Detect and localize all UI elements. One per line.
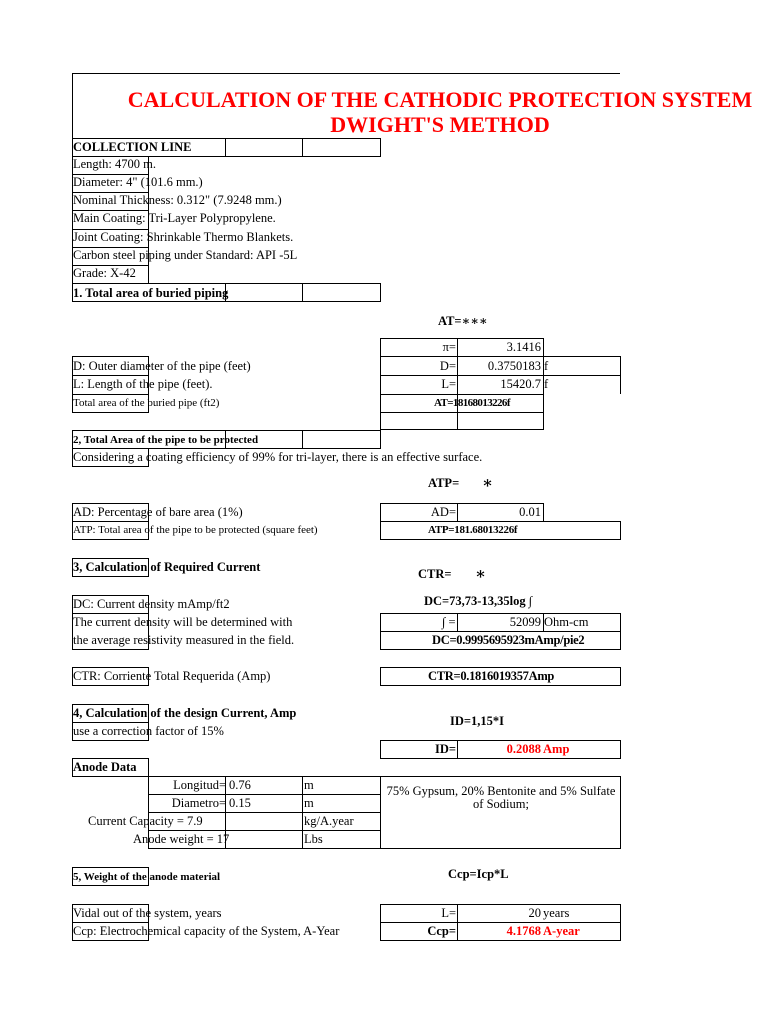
s3-formula-star: ∗ (475, 566, 487, 583)
dc-formula: DC=73,73-13,35log ∫ (424, 594, 533, 608)
backfill-line-2: of Sodium; (473, 797, 529, 811)
l-unit: f (544, 377, 549, 391)
atp-description: ATP: Total area of the pipe to be protected (square feet) (73, 524, 318, 536)
d-label: D= (439, 359, 456, 373)
carbon-steel-standard: Carbon steel piping under Standard: API -5L (73, 248, 298, 262)
dc-description: DC: Current density mAmp/ft2 (73, 597, 230, 611)
pipe-thickness: Nominal Thickness: 0.312" (7.9248 mm.) (73, 193, 282, 207)
density-note-1: The current density will be determined with (73, 615, 293, 629)
ctr-description: CTR: Corriente Total Requerida (Amp) (73, 669, 271, 683)
s1-desc-rule (72, 375, 149, 376)
ad-value: 0.01 (519, 505, 541, 519)
years-value: 20 (528, 906, 541, 920)
s1-header-cell-3 (302, 283, 381, 302)
capacity-unit: kg/A.year (304, 814, 354, 828)
s1-table-rule (380, 394, 544, 395)
page-subtitle: DWIGHT'S METHOD (330, 112, 550, 137)
s1-d-description: D: Outer diameter of the pipe (feet) (73, 359, 251, 373)
s1-formula: AT=∗∗∗ (438, 314, 488, 328)
s1-table-rule (380, 356, 620, 357)
anode-rule (148, 812, 381, 813)
ccp-label: Ccp= (427, 924, 456, 938)
anode-divider (302, 776, 303, 849)
s1-header: 1. Total area of buried piping (73, 286, 229, 300)
longitud-unit: m (304, 778, 314, 792)
id-formula: ID=1,15*I (450, 714, 505, 728)
s4-header: 4, Calculation of the design Current, Amp (73, 706, 297, 720)
d-value: 0.3750183 (487, 359, 541, 373)
atp-result: ATP=181.68013226f (428, 524, 518, 536)
s3-formula-left: CTR= (418, 567, 452, 581)
anode-weight: Anode weight = 17 (133, 832, 230, 846)
id-label: ID= (434, 742, 456, 756)
s1-header-cell-2 (225, 283, 303, 302)
vidal-description: Vidal out of the system, years (73, 906, 222, 920)
s3-header: 3, Calculation of Required Current (73, 560, 261, 574)
main-coating: Main Coating: Tri-Layer Polypropylene. (73, 211, 276, 225)
s1-at-description: Total area of the buried pipe (ft2) (73, 397, 220, 409)
ccp-description: Ccp: Electrochemical capacity of the System, A-Year (73, 924, 340, 938)
ad-label: AD= (430, 505, 456, 519)
ad-description: AD: Percentage of bare area (1%) (73, 505, 243, 519)
s1-table-rule (380, 375, 620, 376)
diametro-value: 0.15 (229, 796, 251, 810)
ccp-value: 4.1768 (506, 924, 541, 938)
collection-header: COLLECTION LINE (73, 140, 192, 154)
years-unit: years (543, 906, 570, 920)
s5-desc-rule (72, 922, 149, 923)
ctr-result: CTR=0.1816019357Amp (428, 669, 555, 683)
pi-value: 3.1416 (506, 340, 541, 354)
s3-desc-rule (72, 613, 149, 614)
longitud-value: 0.76 (229, 778, 251, 792)
ccp-unit: A-year (543, 924, 580, 938)
longitud-label: Longitud= (173, 778, 226, 792)
s2-header: 2, Total Area of the pipe to be protected (73, 434, 259, 446)
anode-header: Anode Data (73, 760, 137, 774)
backfill-line-1: 75% Gypsum, 20% Bentonite and 5% Sulfate (386, 784, 616, 798)
pipe-diameter: Diameter: 4" (101.6 mm.) (73, 175, 203, 189)
s2-formula-left: ATP= (428, 476, 460, 490)
l-label: L= (441, 377, 456, 391)
s5-header: 5, Weight of the anode material (73, 871, 221, 883)
anode-rule (148, 794, 381, 795)
s2-desc-rule (72, 521, 149, 522)
ccp-formula: Ccp=Icp*L (448, 867, 509, 881)
page-title: CALCULATION OF THE CATHODIC PROTECTION SYSTEM (127, 87, 753, 112)
dc-result: DC=0.9995695923mAmp/pie2 (432, 633, 585, 647)
s5-table-rule (380, 922, 621, 923)
s1-l-description: L: Length of the pipe (feet). (73, 377, 213, 391)
pipe-grade: Grade: X-42 (73, 266, 136, 280)
current-capacity: Current Capacity = 7.9 (88, 814, 203, 828)
anode-rule (148, 830, 381, 831)
s2-header-cell-3 (302, 430, 381, 449)
at-result: AT=18168013226f (434, 397, 510, 409)
weight-unit: Lbs (304, 832, 323, 846)
years-label: L= (441, 906, 456, 920)
d-unit: f (544, 359, 549, 373)
collection-header-cell-3 (302, 138, 381, 157)
s2-formula-star: ∗ (482, 475, 494, 492)
pi-label: π= (442, 340, 456, 354)
diametro-unit: m (304, 796, 314, 810)
s1-table-rule (380, 412, 544, 413)
title-top-rule (72, 73, 620, 74)
s1-table-edge (620, 375, 621, 394)
density-note-2: the average resistivity measured in the field. (73, 633, 295, 647)
joint-coating: Joint Coating: Shrinkable Thermo Blankets. (73, 230, 294, 244)
s1-desc-rule (72, 394, 149, 395)
id-unit: Amp (543, 742, 570, 756)
resistivity-unit: Ohm-cm (544, 615, 589, 629)
resistivity-value: 52099 (509, 615, 541, 629)
diametro-label: Diametro= (171, 796, 226, 810)
l-value: 15420.7 (500, 377, 541, 391)
s1-table-edge (620, 356, 621, 375)
pipe-length: Length: 4700 m. (73, 157, 156, 171)
resistivity-label: ∫ = (442, 615, 456, 629)
s2-note: Considering a coating efficiency of 99% for tri-layer, there is an effective surface. (73, 450, 483, 464)
s4-note: use a correction factor of 15% (73, 724, 224, 738)
collection-header-cell-2 (225, 138, 303, 157)
id-value: 0.2088 (506, 742, 541, 756)
